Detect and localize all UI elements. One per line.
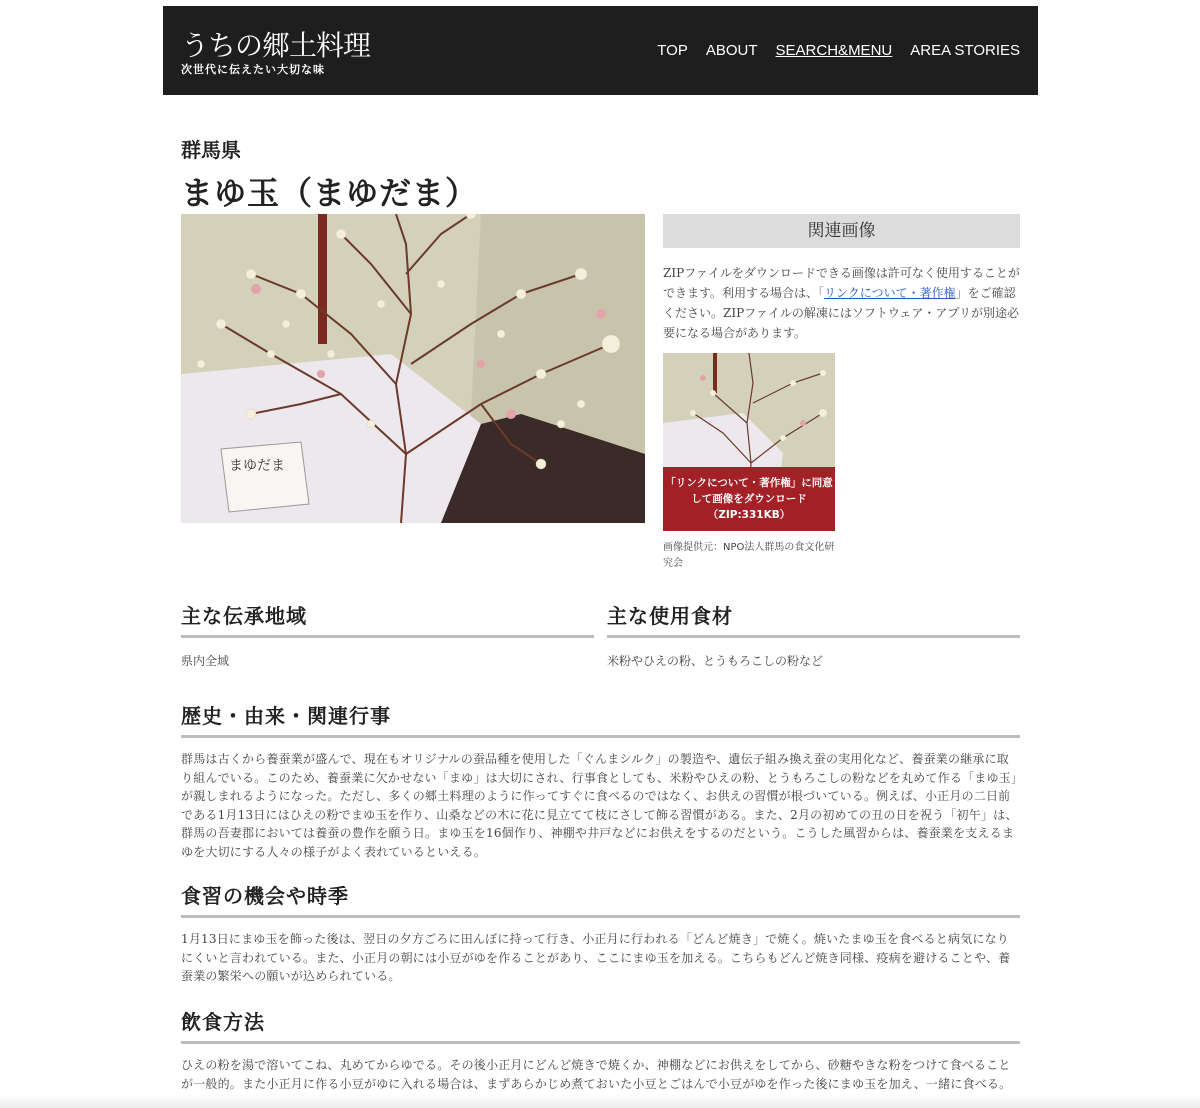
ingredients-section xyxy=(607,600,1020,669)
region-text: 県内全域 xyxy=(181,654,230,668)
site-logo-title[interactable]: うちの郷土料理 xyxy=(181,29,371,62)
image-credit: 画像提供元：NPO法人群馬の食文化研究会 xyxy=(663,542,835,569)
bottom-fade xyxy=(0,1094,1200,1108)
mayudama-photo-illustration xyxy=(181,214,645,523)
occasion-text: 1月13日にまゆ玉を飾った後は、翌日の夕方ごろに田んぼに持って行き、小正月に行われる「どんど焼き」で焼く。焼いたまゆ玉を食べると病気になりにくいと言われている。また、小正月の朝には小豆がゆを作ることがあり、ここにまゆ玉を加える。こちらもどんど焼き同様、疫病を避けることや、養蚕業の繁栄への願いが込められている。 xyxy=(181,932,1011,983)
related-images-heading: 関連画像 xyxy=(663,214,1020,248)
nav-search-menu[interactable]: SEARCH&MENU xyxy=(775,42,893,59)
photo-card-title: まゆだま xyxy=(229,458,285,474)
prefecture-label: 群馬県 xyxy=(181,138,241,162)
region-heading: 主な伝承地域 xyxy=(181,600,594,638)
download-zip-button[interactable]: 「リンクについて・著作権」に同意して画像をダウンロード（ZIP:331KB） xyxy=(663,467,835,531)
site-logo-subtitle: 次世代に伝えたい大切な味 xyxy=(181,63,325,76)
history-section xyxy=(181,700,1020,861)
occasion-section xyxy=(181,880,1020,986)
eating-text: ひえの粉を湯で溶いてこね、丸めてからゆでる。その後小正月にどんど焼きで焼くか、神棚などにお供えをしてから、砂糖やきな粉をつけて食べることが一般的。また小正月に作る小豆がゆに入れる場合は、まずあらかじめ煮ておいた小豆とごはんで小豆がゆを作った後にまゆ玉を加え、一緒に食べる。 xyxy=(181,1058,1012,1091)
history-text: 群馬は古くから養蚕業が盛んで、現在もオリジナルの蚕品種を使用した「ぐんまシルク」の製造や、遺伝子組み換え蚕の実用化など、養蚕業の継承に取り組んでいる。このため、養蚕業に欠かせない「まゆ」は大切にされ、行事食としても、米粉やひえの粉、とうもろこしの粉などを丸めて作る「まゆ玉」が親しまれるようになった。ただし、多くの郷土料理のように作ってすぐに食べるのではなく、お供えの習慣が根づいている。例えば、小正月の二日前である1月13日にはひえの粉でまゆ玉を作り、山桑などの木に花に見立てて枝にさして飾る習慣がある。また、2月の初めての丑の日を祝う「初午」は、群馬の吾妻郡においては養蚕の豊作を願う日。まゆ玉を16個作り、神棚や井戸などにお供えをするのだという。こうした風習からは、養蚕業を支えるまゆを大切にする人々の様子がよく表れているといえる。 xyxy=(181,752,1018,859)
copyright-link[interactable]: リンクについて・著作権 xyxy=(824,286,956,300)
nav-top[interactable]: TOP xyxy=(657,42,688,59)
nav-area-stories[interactable]: AREA STORIES xyxy=(910,42,1020,59)
ingredients-text: 米粉やひえの粉、とうもろこしの粉など xyxy=(607,654,824,668)
occasion-heading: 食習の機会や時季 xyxy=(181,880,1020,918)
site-header xyxy=(163,6,1038,95)
eating-section xyxy=(181,1006,1020,1093)
main-photo xyxy=(181,214,645,523)
region-section xyxy=(181,600,594,669)
related-images-note xyxy=(663,263,1020,343)
ingredients-heading: 主な使用食材 xyxy=(607,600,1020,638)
history-heading: 歴史・由来・関連行事 xyxy=(181,700,1020,738)
eating-heading: 飲食方法 xyxy=(181,1006,1020,1044)
download-thumbnail[interactable] xyxy=(663,353,835,531)
related-images-panel xyxy=(663,214,1020,569)
main-nav xyxy=(657,42,1020,59)
note-text-after: 」をご確認ください。ZIPファイルの解凍にはソフトウェア・アプリが別途必要になる場合があります。 xyxy=(663,286,1019,340)
page-title: まゆ玉（まゆだま） xyxy=(181,174,479,212)
note-text-before: ZIPファイルをダウンロードできる画像は許可なく使用することができます。利用する場合は、「 xyxy=(663,266,1020,300)
nav-about[interactable]: ABOUT xyxy=(705,42,758,59)
